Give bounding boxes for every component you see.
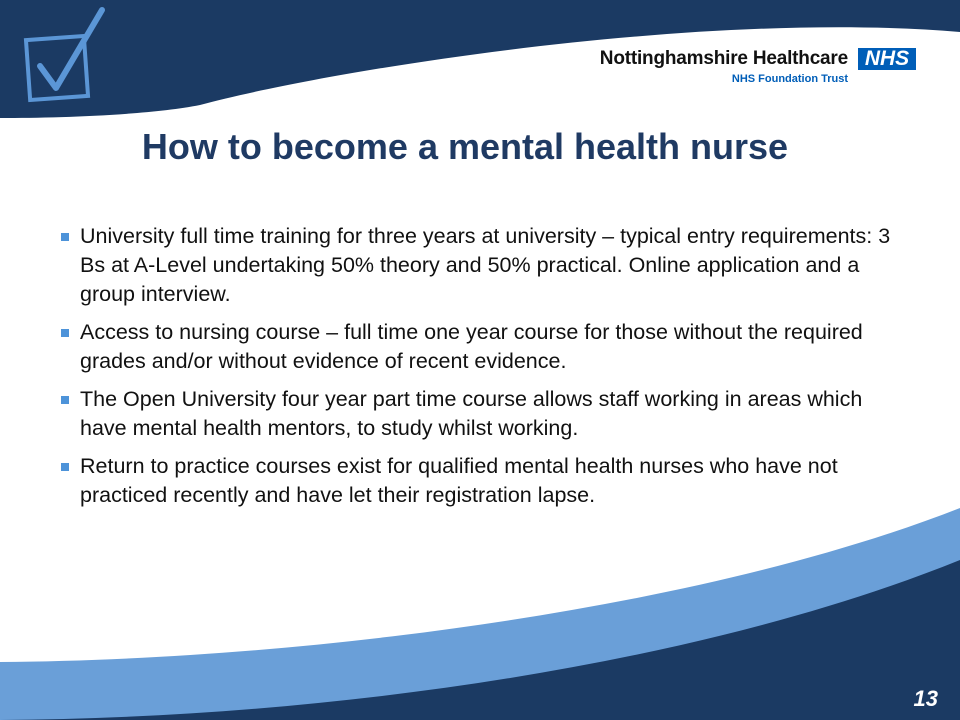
square-bullet-icon — [61, 233, 69, 241]
page-number: 13 — [913, 686, 938, 711]
bullet-item — [58, 452, 908, 510]
bullet-item — [58, 222, 908, 309]
bullet-text: Return to practice courses exist for qualified mental health nurses who have not practiced recently and have let their registration lapse. — [80, 454, 838, 507]
nhs-badge: NHS — [856, 46, 918, 72]
organisation-subtitle: NHS Foundation Trust — [731, 73, 848, 85]
organisation-name: Nottinghamshire Healthcare — [599, 48, 848, 69]
bullet-item — [58, 318, 908, 376]
bullet-item — [58, 385, 908, 443]
organisation-logo — [600, 46, 918, 85]
square-bullet-icon — [61, 463, 69, 471]
bullet-text: The Open University four year part time course allows staff working in areas which have mental health mentors, to study whilst working. — [80, 387, 863, 440]
bullet-text: Access to nursing course – full time one year course for those without the required grades and/or without evidence of recent evidence. — [80, 320, 863, 373]
bullet-text: University full time training for three years at university – typical entry requirements: 3 Bs at A-Level undertaking 50% theory and 50% practical. Online application and a group interview. — [80, 224, 891, 306]
bullet-list — [58, 222, 908, 519]
square-bullet-icon — [61, 396, 69, 404]
checkbox-tick-icon — [16, 4, 116, 108]
slide-title: How to become a mental health nurse — [141, 126, 789, 167]
square-bullet-icon — [61, 329, 69, 337]
